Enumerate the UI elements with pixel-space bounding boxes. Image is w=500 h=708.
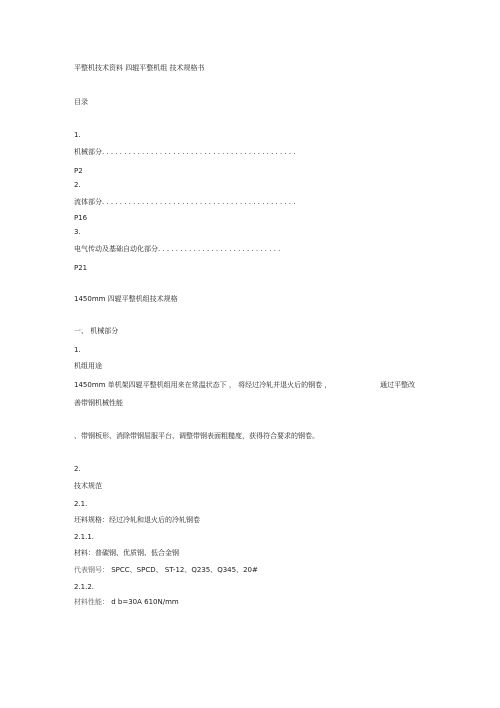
grades-line [74, 566, 258, 575]
purpose-text-line: 善带钢机械性能 [74, 399, 123, 407]
toc-item-number: 1. [74, 131, 81, 139]
purpose-text-line: 1450mm 单机架四辊平整机组用来在常温状态下 ， 将经过冷轧并退火后的钢卷 ， [74, 381, 332, 389]
performance-label: 材料性能： [74, 598, 109, 606]
clause-number: 2.1. [74, 500, 88, 508]
subsection-heading: 技术规范 [74, 482, 102, 490]
clause-number: 2.1.1. [74, 533, 95, 541]
clause-number: 2.1.2. [74, 583, 95, 591]
purpose-text-line-right: 通过平整改 [380, 381, 415, 389]
clause-text: 坯料规格：经过冷轧和退火后的冷轧钢卷 [74, 516, 200, 524]
toc-item-page: P21 [74, 264, 88, 272]
grades-label: 代表钢号： [74, 566, 109, 574]
section-heading: 一、 机械部分 [74, 327, 119, 335]
subsection-number: 2. [74, 465, 81, 473]
purpose-text-line: 、带钢板形、消除带钢屈服平台、调整带钢表面粗糙度，获得符合要求的钢卷。 [74, 432, 319, 440]
grades-value: SPCC、SPCD、 ST-12、Q235、Q345、20# [111, 566, 258, 574]
toc-item-number: 3. [74, 228, 81, 236]
document-header: 平整机技术资料 四辊平整机组 技术规格书 [74, 64, 205, 72]
material-text: 材料：普碳钢、优质钢、低合金钢 [74, 549, 179, 557]
performance-line [74, 598, 179, 607]
toc-item-page: P2 [74, 167, 83, 175]
toc-item-page: P16 [74, 214, 88, 222]
toc-item-entry: 电气传动及基础自动化部分. . . . . . . . . . . . . . . . . . . . . . . . . . . . [74, 245, 281, 253]
subsection-number: 1. [74, 346, 81, 354]
spec-title: 1450mm 四辊平整机组技术规格 [74, 295, 178, 303]
toc-item-entry: 机械部分. . . . . . . . . . . . . . . . . . . . . . . . . . . . . . . . . . . . . . . . . . . . [74, 148, 296, 156]
toc-item-entry: 流体部分. . . . . . . . . . . . . . . . . . . . . . . . . . . . . . . . . . . . . . . . . . . . [74, 198, 296, 206]
performance-value: d b=30A 610N/mm [111, 598, 179, 606]
toc-item-number: 2. [74, 181, 81, 189]
toc-title: 目录 [74, 98, 88, 106]
subsection-heading: 机组用途 [74, 362, 102, 370]
